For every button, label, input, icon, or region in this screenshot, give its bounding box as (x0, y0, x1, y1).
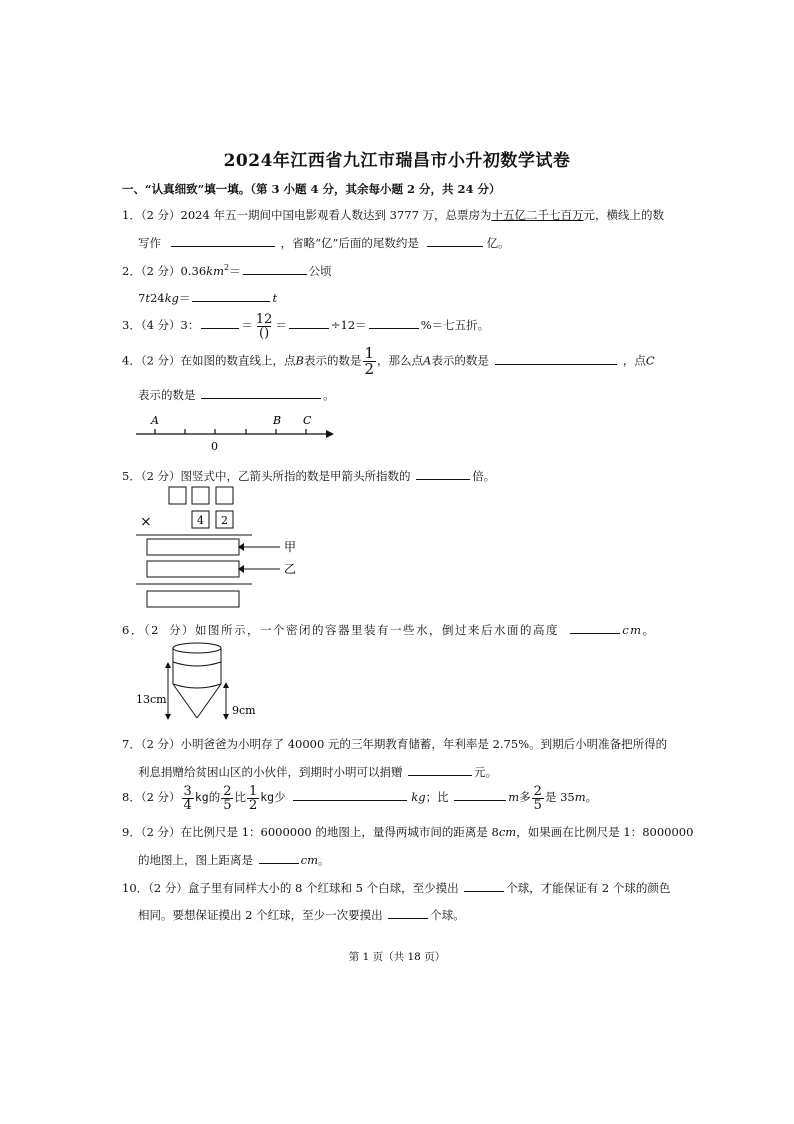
q2-answer-blank-1[interactable] (243, 262, 307, 275)
q4-text-b: 表示的数是 (304, 353, 362, 368)
question-10-line-1 (122, 879, 670, 896)
q4-point-a: A (423, 353, 432, 368)
q2-superscript: 2 (224, 263, 230, 273)
q8-unit-m-2: m (574, 790, 586, 804)
partial-product-yi-box (147, 561, 239, 577)
q2-unit-t: t (145, 291, 150, 305)
container-bottom-rim (173, 684, 221, 688)
q8-text-c: 比 (234, 790, 246, 804)
question-4-line-2 (138, 386, 335, 403)
dimension-arrow-up-icon (165, 662, 171, 668)
q6-text: 6．（2 分）如图所示，一个密闭的容器里装有一些水，倒过来后水面的高度 (122, 623, 560, 637)
q9-answer-blank[interactable] (259, 851, 299, 864)
q8-unit-m: m (508, 790, 520, 804)
number-line-arrow-icon (326, 430, 334, 438)
q5-answer-blank[interactable] (416, 467, 470, 480)
q1-text-d: ，省略“亿”后面的尾数约是 (280, 236, 419, 250)
section-heading: 一、“认真细致”填一填。（第 3 小题 4 分，其余每小题 2 分，共 24 分） (122, 182, 501, 196)
q6-period: 。 (642, 623, 656, 637)
vertical-multiplication-figure (134, 484, 314, 612)
q10-text-d: 个球。 (430, 908, 465, 922)
q4-fraction (363, 346, 377, 377)
cone-right-edge (197, 684, 221, 718)
q2-equals: ＝ (229, 264, 241, 278)
question-7-line-1: 7．（2 分）小明爸爸为小明存了 40000 元的三年期教育储蓄，年利率是 2.75%。到期后小明准备把所得的 (122, 737, 668, 751)
dimension-arrow-up-2-icon (223, 682, 229, 688)
q3-answer-blank-3[interactable] (369, 316, 419, 329)
q8-f1-den: 4 (183, 797, 192, 813)
q8-answer-blank-2[interactable] (454, 788, 506, 801)
question-3 (122, 312, 489, 340)
q8-f2-den: 5 (223, 797, 232, 813)
q3-equals: ＝ (241, 318, 253, 332)
question-4-line-1 (122, 346, 655, 377)
q8-text-f: ；比 (425, 790, 449, 804)
product-box (147, 591, 239, 607)
q7-text-b: 利息捐赠给贫困山区的小伙伴，到期时小明可以捐赠 (138, 765, 403, 779)
q9-unit-cm-2: cm (300, 853, 319, 867)
digit-box-3 (216, 487, 233, 504)
label-yi: 乙 (284, 562, 297, 576)
q2-value-7: 7 (138, 291, 146, 305)
q2-value-24: 24 (149, 291, 165, 305)
q2-unit-t-2: t (272, 291, 278, 305)
q8-f4-den: 5 (533, 797, 542, 813)
q8-f1-num: 3 (183, 783, 192, 799)
page-footer: 第 1 页（共 18 页） (348, 951, 446, 963)
q8-fraction-4 (532, 785, 544, 812)
q8-text-d: 少 (274, 790, 286, 804)
q3-percent: %＝七五折。 (420, 318, 490, 332)
q1-underlined-number: 十五亿二千七百万 (491, 208, 584, 222)
q2-equals-2: ＝ (178, 291, 191, 305)
q4-period: 。 (323, 388, 335, 402)
times-sign: × (140, 514, 152, 530)
question-6 (122, 621, 656, 638)
q8-text-b: 的 (208, 790, 221, 804)
q2-answer-blank-2[interactable] (192, 289, 270, 302)
q4-text: 4．（2 分）在如图的数直线上，点 (122, 353, 296, 368)
q4-text-d: 表示的数是 (431, 353, 489, 368)
label-13cm: 13cm (136, 693, 167, 706)
container-figure (134, 638, 264, 723)
label-9cm: 9cm (232, 704, 256, 717)
q7-text-c: 元。 (474, 765, 498, 779)
q8-unit-kg: kg (411, 790, 426, 804)
q1-answer-blank-2[interactable] (427, 234, 483, 247)
question-5 (122, 467, 495, 484)
q2-unit-hectare: 公顷 (308, 264, 332, 278)
q8-text-h: 多 (519, 790, 531, 804)
q10-text: 10．（2 分）盒子里有同样大小的 8 个红球和 5 个白球，至少摸出 (122, 881, 459, 895)
q4-text-c: ，那么点 (377, 353, 424, 368)
q5-text: 5．（2 分）图竖式中，乙箭头所指的数是甲箭头所指数的 (122, 469, 411, 483)
q1-text-c: 写作 (138, 236, 161, 250)
q8-answer-blank-1[interactable] (293, 788, 407, 801)
q8-fraction-2 (221, 785, 233, 812)
q2-unit-kg: kg (164, 291, 179, 305)
q3-divide: ÷12＝ (330, 318, 367, 332)
question-2-line-1 (122, 262, 332, 279)
q6-answer-blank[interactable] (570, 621, 620, 634)
q9-period: 。 (318, 853, 330, 867)
q3-numerator: 12 (255, 311, 273, 327)
q3-answer-blank-2[interactable] (289, 316, 329, 329)
q8-fraction-3 (247, 785, 259, 812)
q3-text: 3．（4 分）3： (122, 318, 200, 332)
q2-unit-km: km (206, 264, 225, 278)
digit-box-1 (169, 487, 186, 504)
digit-2: 2 (221, 514, 228, 527)
q10-text-c: 相同。要想保证摸出 2 个红球，至少一次要摸出 (138, 908, 383, 922)
q9-text-b: ，如果画在比例尺是 1：8000000 (516, 825, 694, 839)
q8-period: 。 (585, 790, 598, 804)
q9-unit-cm: cm (498, 825, 517, 839)
q8-kg-1: kg (194, 790, 209, 804)
label-jia: 甲 (284, 540, 297, 554)
q4-point-c: C (645, 353, 655, 368)
number-line-ticks (155, 429, 306, 434)
q10-answer-blank-2[interactable] (388, 906, 428, 919)
number-line-label-b: B (273, 414, 282, 427)
digit-4: 4 (197, 514, 204, 527)
number-line-label-c: C (303, 414, 312, 427)
q4-answer-blank-1[interactable] (495, 352, 617, 365)
q8-f2-num: 2 (223, 783, 232, 799)
q1-answer-blank-1[interactable] (171, 234, 275, 247)
question-8 (122, 782, 597, 812)
q4-text-f: 表示的数是 (138, 388, 196, 402)
page-title: 2024年江西省九江市瑞昌市小升初数学试卷 (223, 151, 571, 171)
q10-answer-blank-1[interactable] (464, 879, 504, 892)
number-line-label-zero: 0 (211, 440, 218, 453)
q4-text-e: ，点 (622, 353, 646, 368)
number-line-figure (130, 406, 340, 456)
q4-point-b: B (295, 353, 304, 368)
question-7-line-2 (138, 763, 497, 780)
q3-fraction (254, 313, 275, 340)
partial-product-jia-box (147, 539, 239, 555)
q10-text-b: 个球，才能保证有 2 个球的颜色 (506, 881, 671, 895)
q8-text-i: 是 35 (544, 790, 575, 804)
q3-equals-2: ＝ (275, 318, 287, 332)
q8-text: 8．（2 分） (122, 790, 181, 804)
q8-kg-2: kg (260, 790, 275, 804)
q4-answer-blank-2[interactable] (201, 386, 321, 399)
dimension-arrow-down-2-icon (223, 714, 229, 720)
cone-left-edge (173, 684, 197, 718)
q8-fraction-1 (182, 785, 194, 812)
q6-unit: cm (622, 623, 643, 637)
q8-f3-num: 1 (248, 783, 258, 799)
q3-denominator: () (259, 325, 270, 341)
q1-text-e: 亿。 (486, 236, 510, 250)
container-top-ellipse (173, 643, 221, 653)
digit-box-2 (192, 487, 209, 504)
q4-denominator: 2 (364, 360, 375, 378)
question-1-line-2 (138, 234, 510, 251)
question-2-line-2 (138, 289, 277, 306)
dimension-arrow-down-icon (165, 714, 171, 720)
q1-text: 1．（2 分）2024 年五一期间中国电影观看人数达到 3777 万，总票房为 (122, 208, 492, 222)
number-line-label-a: A (151, 414, 159, 427)
q8-f4-num: 2 (533, 783, 542, 799)
q4-numerator: 1 (364, 344, 375, 362)
water-surface (173, 662, 221, 666)
q2-text: 2．（2 分）0.36 (122, 264, 207, 278)
question-1-line-1 (122, 207, 664, 223)
q3-answer-blank-1[interactable] (201, 316, 239, 329)
q7-answer-blank[interactable] (408, 763, 472, 776)
question-9-line-1 (122, 824, 693, 840)
q8-f3-den: 2 (248, 797, 258, 813)
q1-text-b: 元，横线上的数 (583, 208, 665, 222)
q9-text: 9．（2 分）在比例尺是 1：6000000 的地图上，量得两城市间的距离是 8 (122, 825, 499, 839)
question-10-line-2 (138, 906, 465, 923)
question-9-line-2 (138, 851, 330, 868)
q5-text-b: 倍。 (472, 469, 496, 483)
q9-text-c: 的地图上，图上距离是 (138, 853, 253, 867)
